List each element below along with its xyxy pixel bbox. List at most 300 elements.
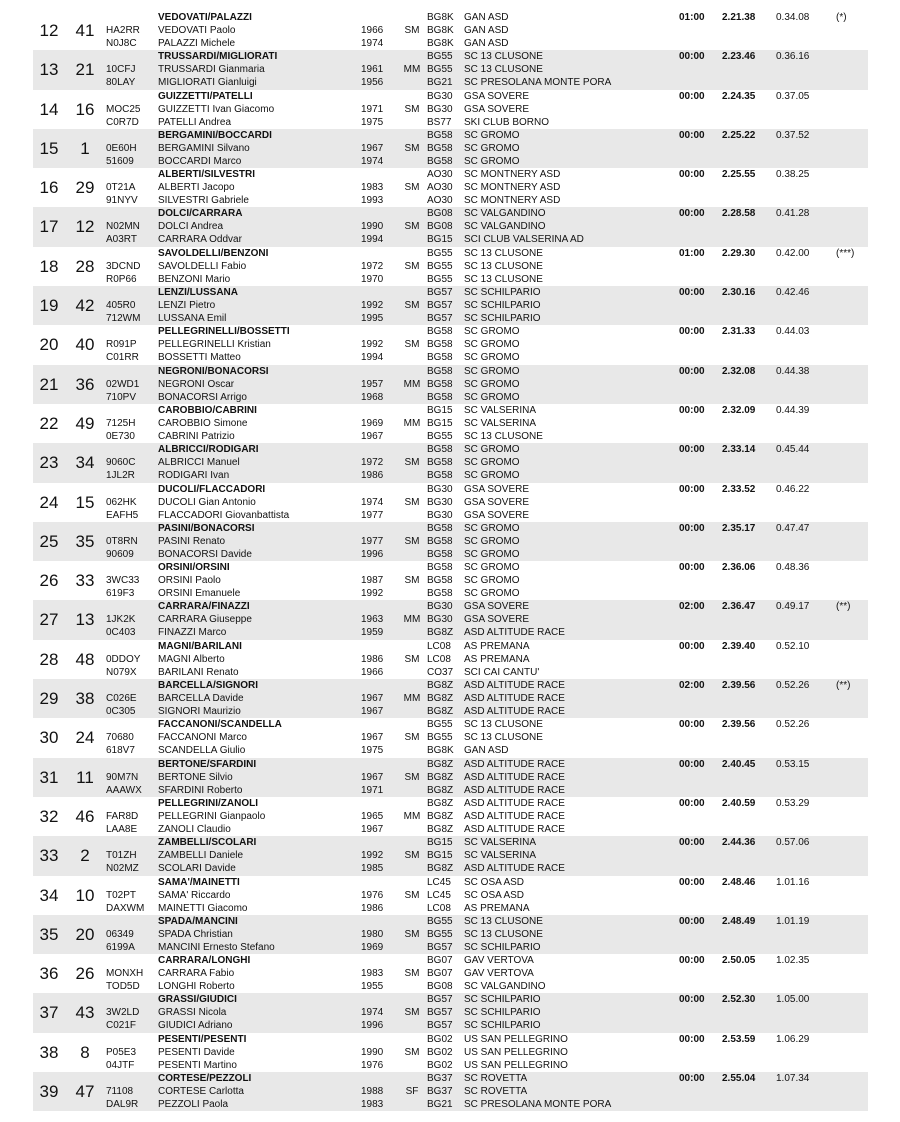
team-name: BERGAMINI/BOCCARDI — [158, 129, 272, 141]
penalty-time: 00:00 — [679, 129, 705, 141]
time-gap: 0.45.44 — [776, 444, 810, 456]
athlete-code: P05E3 — [106, 1046, 137, 1058]
finish-time: 2.33.14 — [722, 444, 756, 456]
club-code: BG55 — [427, 915, 453, 927]
category: MM — [403, 64, 421, 76]
team-name: SPADA/MANCINI — [158, 915, 238, 927]
club-name: SC 13 CLUSONE — [464, 247, 543, 259]
finish-time: 2.23.46 — [722, 51, 756, 63]
club-code: BG8Z — [427, 758, 454, 770]
club-name: SC 13 CLUSONE — [464, 64, 543, 76]
club-code: BG55 — [427, 247, 453, 259]
athlete-name: FLACCADORI Giovanbattista — [158, 509, 290, 521]
time-gap: 0.52.26 — [776, 680, 810, 692]
result-row — [33, 954, 868, 993]
bib-number: 41 — [75, 21, 95, 40]
category: SM — [404, 535, 420, 547]
athlete-code: 90609 — [106, 548, 134, 560]
athlete-name: BENZONI Mario — [158, 273, 231, 285]
finish-time: 2.50.05 — [722, 955, 756, 967]
athlete-code: TOD5D — [106, 981, 140, 993]
club-name: US SAN PELLEGRINO — [464, 1046, 568, 1058]
club-name: SC GROMO — [464, 444, 520, 456]
club-code: BG58 — [427, 562, 453, 574]
athlete-name: MIGLIORATI Gianluigi — [158, 77, 257, 89]
result-row — [33, 876, 868, 915]
finish-time: 2.21.38 — [722, 12, 756, 23]
club-code: BG08 — [427, 208, 453, 220]
athlete-code: 80LAY — [106, 77, 136, 89]
club-code: BG57 — [427, 300, 453, 312]
finish-time: 2.44.36 — [722, 837, 756, 849]
note: (**) — [836, 601, 851, 613]
birth-year: 1969 — [361, 941, 384, 953]
club-code: BG8Z — [427, 771, 454, 783]
rank: 32 — [39, 806, 59, 826]
finish-time: 2.48.49 — [722, 915, 756, 927]
penalty-time: 00:00 — [679, 522, 705, 534]
athlete-name: DUCOLI Gian Antonio — [158, 496, 256, 508]
finish-time: 2.39.56 — [722, 719, 756, 731]
club-code: LC08 — [427, 653, 451, 665]
club-name: SC 13 CLUSONE — [464, 928, 543, 940]
rank: 19 — [39, 296, 59, 316]
birth-year: 1994 — [361, 352, 384, 364]
club-name: AS PREMANA — [464, 640, 530, 652]
athlete-name: FACCANONI Marco — [158, 732, 247, 744]
birth-year: 1963 — [361, 614, 384, 626]
club-name: SC SCHILPARIO — [464, 1020, 541, 1032]
result-row — [33, 168, 868, 207]
bib-number: 21 — [75, 60, 95, 80]
athlete-code: 1JK2K — [106, 614, 136, 626]
birth-year: 1992 — [361, 588, 384, 600]
birth-year: 1967 — [361, 430, 384, 442]
birth-year: 1983 — [361, 968, 384, 980]
penalty-time: 00:00 — [679, 90, 705, 102]
club-name: SC 13 CLUSONE — [464, 51, 543, 63]
finish-time: 2.55.04 — [722, 1073, 756, 1085]
bib-number: 13 — [75, 610, 95, 630]
club-name: SC SCHILPARIO — [464, 941, 541, 953]
club-code: BG15 — [427, 850, 453, 862]
category: SM — [404, 103, 420, 115]
club-code: BG8Z — [427, 627, 454, 639]
team-name: CARRARA/FINAZZI — [158, 601, 250, 613]
athlete-code: 04JTF — [106, 1059, 135, 1071]
athlete-code: DAL9R — [106, 1099, 139, 1111]
club-name: SC ROVETTA — [464, 1086, 528, 1098]
rank: 33 — [39, 846, 59, 866]
club-code: BG30 — [427, 601, 453, 613]
club-name: SC VALSERINA — [464, 417, 537, 429]
club-name: SC GROMO — [464, 352, 520, 364]
finish-time: 2.25.22 — [722, 129, 756, 141]
time-gap: 0.53.15 — [776, 758, 810, 770]
club-code: BG8Z — [427, 680, 454, 692]
athlete-name: MAINETTI Giacomo — [158, 902, 248, 914]
team-name: BARCELLA/SIGNORI — [158, 680, 258, 692]
rank: 18 — [39, 256, 59, 276]
club-name: US SAN PELLEGRINO — [464, 1033, 568, 1045]
club-name: ASD ALTITUDE RACE — [464, 706, 565, 718]
club-name: GSA SOVERE — [464, 509, 530, 521]
finish-time: 2.53.59 — [722, 1033, 756, 1045]
athlete-name: PESENTI Davide — [158, 1046, 235, 1058]
team-name: SAMA'/MAINETTI — [158, 876, 240, 888]
team-name: PASINI/BONACORSI — [158, 522, 255, 534]
club-code: BG58 — [427, 378, 453, 390]
category: SM — [404, 653, 420, 665]
club-name: AS PREMANA — [464, 653, 530, 665]
club-code: BG37 — [427, 1073, 453, 1085]
club-name: ASD ALTITUDE RACE — [464, 797, 565, 809]
athlete-code: 3W2LD — [106, 1007, 140, 1019]
club-name: GAN ASD — [464, 12, 509, 23]
birth-year: 1967 — [361, 732, 384, 744]
club-name: SC GROMO — [464, 457, 520, 469]
club-code: BG02 — [427, 1059, 453, 1071]
finish-time: 2.31.33 — [722, 326, 756, 338]
rank: 31 — [39, 767, 59, 787]
bib-number: 11 — [76, 767, 94, 787]
category: SM — [404, 300, 420, 312]
athlete-code: 7125H — [106, 417, 136, 429]
category: MM — [403, 378, 421, 390]
penalty-time: 00:00 — [679, 365, 705, 377]
finish-time: 2.40.45 — [722, 758, 756, 770]
athlete-name: PALAZZI Michele — [158, 38, 236, 49]
club-code: BG55 — [427, 719, 453, 731]
athlete-code: MOC25 — [106, 103, 141, 115]
birth-year: 1961 — [361, 64, 384, 76]
club-code: BG21 — [427, 1099, 453, 1111]
club-name: SC ROVETTA — [464, 1073, 528, 1085]
birth-year: 1977 — [361, 535, 384, 547]
result-row — [33, 207, 868, 246]
birth-year: 1986 — [361, 470, 384, 482]
club-name: AS PREMANA — [464, 902, 530, 914]
club-name: GSA SOVERE — [464, 483, 530, 495]
category: SM — [404, 142, 420, 154]
athlete-code: T01ZH — [106, 850, 137, 862]
finish-time: 2.28.58 — [722, 208, 756, 220]
result-row — [33, 1072, 868, 1111]
club-code: LC08 — [427, 640, 451, 652]
athlete-code: 0C403 — [106, 627, 136, 639]
birth-year: 1975 — [361, 116, 384, 128]
result-row — [33, 1033, 868, 1072]
team-name: CARRARA/LONGHI — [158, 955, 251, 967]
athlete-code: 1JL2R — [106, 470, 135, 482]
athlete-code: MONXH — [106, 968, 144, 980]
penalty-time: 00:00 — [679, 994, 705, 1006]
club-name: GSA SOVERE — [464, 601, 530, 613]
athlete-name: BONACORSI Davide — [158, 548, 252, 560]
club-code: AO30 — [427, 169, 453, 181]
club-code: BG58 — [427, 352, 453, 364]
result-row — [33, 561, 868, 600]
club-name: ASD ALTITUDE RACE — [464, 863, 565, 875]
club-name: SC MONTNERY ASD — [464, 169, 561, 181]
birth-year: 1996 — [361, 548, 384, 560]
result-row — [33, 718, 868, 757]
time-gap: 0.44.39 — [776, 404, 810, 416]
athlete-name: SAVOLDELLI Fabio — [158, 260, 247, 272]
bib-number: 34 — [75, 453, 95, 473]
bib-number: 48 — [75, 649, 95, 669]
club-name: SC GROMO — [464, 588, 520, 600]
athlete-code: C026E — [106, 693, 137, 705]
bib-number: 33 — [75, 571, 95, 591]
birth-year: 1976 — [361, 889, 384, 901]
athlete-name: LONGHI Roberto — [158, 981, 235, 993]
athlete-name: ZAMBELLI Daniele — [158, 850, 244, 862]
birth-year: 1970 — [361, 273, 384, 285]
athlete-name: CABRINI Patrizio — [158, 430, 235, 442]
birth-year: 1956 — [361, 77, 384, 89]
birth-year: 1988 — [361, 1086, 384, 1098]
club-name: SC GROMO — [464, 470, 520, 482]
athlete-name: CARRARA Oddvar — [158, 234, 242, 246]
athlete-code: 710PV — [106, 391, 137, 403]
club-name: GAN ASD — [464, 745, 509, 757]
result-row — [33, 758, 868, 797]
birth-year: 1992 — [361, 339, 384, 351]
athlete-name: SPADA Christian — [158, 928, 233, 940]
category: SM — [404, 221, 420, 233]
athlete-name: NEGRONI Oscar — [158, 378, 235, 390]
athlete-name: SAMA' Riccardo — [158, 889, 231, 901]
athlete-name: SILVESTRI Gabriele — [158, 195, 249, 207]
athlete-code: 70680 — [106, 732, 134, 744]
bib-number: 12 — [75, 217, 95, 237]
birth-year: 1986 — [361, 653, 384, 665]
athlete-code: 51609 — [106, 155, 134, 167]
penalty-time: 00:00 — [679, 758, 705, 770]
club-name: SC OSA ASD — [464, 889, 525, 901]
club-name: SC GROMO — [464, 548, 520, 560]
time-gap: 0.52.10 — [776, 640, 810, 652]
bib-number: 8 — [80, 1042, 90, 1062]
category: SM — [404, 575, 420, 587]
time-gap: 0.36.16 — [776, 51, 810, 63]
club-name: GSA SOVERE — [464, 90, 530, 102]
athlete-code: AAAWX — [106, 784, 142, 796]
result-row — [33, 993, 868, 1032]
club-code: LC08 — [427, 902, 451, 914]
club-name: ASD ALTITUDE RACE — [464, 784, 565, 796]
result-row — [33, 522, 868, 561]
club-code: BG55 — [427, 430, 453, 442]
birth-year: 1972 — [361, 457, 384, 469]
athlete-name: LUSSANA Emil — [158, 313, 227, 325]
finish-time: 2.36.47 — [722, 601, 756, 613]
category: SM — [404, 496, 420, 508]
athlete-name: MAGNI Alberto — [158, 653, 225, 665]
athlete-name: CAROBBIO Simone — [158, 417, 248, 429]
time-gap: 0.42.46 — [776, 287, 810, 299]
athlete-code: HA2RR — [106, 25, 140, 36]
club-code: BG55 — [427, 260, 453, 272]
result-row — [33, 679, 868, 718]
athlete-code: 3WC33 — [106, 575, 140, 587]
time-gap: 1.02.35 — [776, 955, 810, 967]
club-code: BG57 — [427, 287, 453, 299]
note: (***) — [836, 247, 855, 259]
rank: 37 — [39, 1003, 59, 1023]
club-code: BG55 — [427, 51, 453, 63]
category: SM — [404, 457, 420, 469]
birth-year: 1976 — [361, 1059, 384, 1071]
bib-number: 43 — [75, 1003, 95, 1023]
club-code: BG55 — [427, 64, 453, 76]
club-name: SC PRESOLANA MONTE PORA — [464, 77, 612, 89]
athlete-name: ZANOLI Claudio — [158, 823, 231, 835]
category: SM — [404, 850, 420, 862]
athlete-name: ALBRICCI Manuel — [158, 457, 240, 469]
note: (**) — [836, 680, 851, 692]
club-name: SC SCHILPARIO — [464, 300, 541, 312]
club-name: GAV VERTOVA — [464, 968, 534, 980]
result-row — [33, 915, 868, 954]
athlete-code: 619F3 — [106, 588, 135, 600]
club-code: BG8K — [427, 12, 454, 23]
penalty-time: 00:00 — [679, 444, 705, 456]
athlete-name: BARILANI Renato — [158, 666, 239, 678]
time-gap: 0.57.06 — [776, 837, 810, 849]
category: SM — [404, 732, 420, 744]
bib-number: 38 — [75, 689, 95, 709]
category: SM — [404, 339, 420, 351]
athlete-code: N02MN — [106, 221, 140, 233]
time-gap: 0.37.05 — [776, 90, 810, 102]
club-name: GSA SOVERE — [464, 614, 530, 626]
club-name: SC GROMO — [464, 142, 520, 154]
team-name: GUIZZETTI/PATELLI — [158, 90, 253, 102]
bib-number: 16 — [75, 99, 95, 119]
athlete-name: TRUSSARDI Gianmaria — [158, 64, 265, 76]
club-code: BG07 — [427, 968, 453, 980]
category: SM — [404, 928, 420, 940]
club-code: BG15 — [427, 837, 453, 849]
time-gap: 1.07.34 — [776, 1073, 810, 1085]
club-code: BS77 — [427, 116, 452, 128]
category: SM — [404, 889, 420, 901]
bib-number: 29 — [75, 178, 95, 198]
rank: 13 — [39, 60, 59, 80]
team-name: FACCANONI/SCANDELLA — [158, 719, 282, 731]
birth-year: 1974 — [361, 155, 384, 167]
athlete-name: ALBERTI Jacopo — [158, 182, 235, 194]
time-gap: 0.48.36 — [776, 562, 810, 574]
athlete-code: 0T8RN — [106, 535, 138, 547]
result-row — [33, 365, 868, 404]
time-gap: 0.53.29 — [776, 797, 810, 809]
rank: 29 — [39, 689, 59, 709]
club-code: BG55 — [427, 928, 453, 940]
club-name: SC VALGANDINO — [464, 208, 546, 220]
rank: 26 — [39, 571, 59, 591]
penalty-time: 00:00 — [679, 1033, 705, 1045]
birth-year: 1995 — [361, 313, 384, 325]
team-name: ALBRICCI/RODIGARI — [158, 444, 259, 456]
team-name: DUCOLI/FLACCADORI — [158, 483, 266, 495]
athlete-code: EAFH5 — [106, 509, 139, 521]
result-row — [33, 640, 868, 679]
finish-time: 2.39.56 — [722, 680, 756, 692]
penalty-time: 01:00 — [679, 12, 705, 23]
athlete-code: FAR8D — [106, 810, 139, 822]
club-code: BG08 — [427, 981, 453, 993]
club-name: ASD ALTITUDE RACE — [464, 758, 565, 770]
rank: 15 — [39, 138, 59, 158]
club-code: BG58 — [427, 444, 453, 456]
club-name: SC MONTNERY ASD — [464, 182, 561, 194]
club-code: BG57 — [427, 1007, 453, 1019]
bib-number: 36 — [75, 374, 95, 394]
club-code: BG30 — [427, 509, 453, 521]
club-code: BG58 — [427, 535, 453, 547]
club-name: SC VALSERINA — [464, 837, 537, 849]
club-name: SC 13 CLUSONE — [464, 430, 543, 442]
penalty-time: 00:00 — [679, 326, 705, 338]
athlete-code: 6199A — [106, 941, 135, 953]
club-code: BG58 — [427, 588, 453, 600]
penalty-time: 00:00 — [679, 719, 705, 731]
birth-year: 1980 — [361, 928, 384, 940]
birth-year: 1967 — [361, 706, 384, 718]
athlete-name: DOLCI Andrea — [158, 221, 224, 233]
athlete-name: SCANDELLA Giulio — [158, 745, 246, 757]
club-name: ASD ALTITUDE RACE — [464, 823, 565, 835]
birth-year: 1986 — [361, 902, 384, 914]
rank: 30 — [39, 728, 59, 748]
time-gap: 0.44.03 — [776, 326, 810, 338]
athlete-code: DAXWM — [106, 902, 145, 914]
result-row — [33, 600, 868, 639]
club-code: BG02 — [427, 1033, 453, 1045]
bib-number: 2 — [80, 846, 90, 866]
club-name: SC VALSERINA — [464, 850, 537, 862]
time-gap: 0.38.25 — [776, 169, 810, 181]
time-gap: 0.42.00 — [776, 247, 810, 259]
penalty-time: 02:00 — [679, 680, 705, 692]
athlete-code: N0J8C — [106, 38, 137, 49]
time-gap: 0.41.28 — [776, 208, 810, 220]
birth-year: 1992 — [361, 300, 384, 312]
team-name: PELLEGRINELLI/BOSSETTI — [158, 326, 290, 338]
team-name: CAROBBIO/CABRINI — [158, 404, 257, 416]
penalty-time: 00:00 — [679, 169, 705, 181]
finish-time: 2.48.46 — [722, 876, 756, 888]
birth-year: 1965 — [361, 810, 384, 822]
team-name: NEGRONI/BONACORSI — [158, 365, 269, 377]
athlete-code: 405R0 — [106, 300, 136, 312]
club-code: BG08 — [427, 221, 453, 233]
athlete-code: 06349 — [106, 928, 134, 940]
birth-year: 1966 — [361, 25, 384, 36]
club-name: SC MONTNERY ASD — [464, 195, 561, 207]
club-name: SC PRESOLANA MONTE PORA — [464, 1099, 612, 1111]
club-code: BG30 — [427, 614, 453, 626]
athlete-code: 0E60H — [106, 142, 137, 154]
penalty-time: 02:00 — [679, 601, 705, 613]
club-code: BG8Z — [427, 810, 454, 822]
club-name: SKI CLUB BORNO — [464, 116, 550, 128]
athlete-name: GIUDICI Adriano — [158, 1020, 233, 1032]
club-code: BG57 — [427, 1020, 453, 1032]
